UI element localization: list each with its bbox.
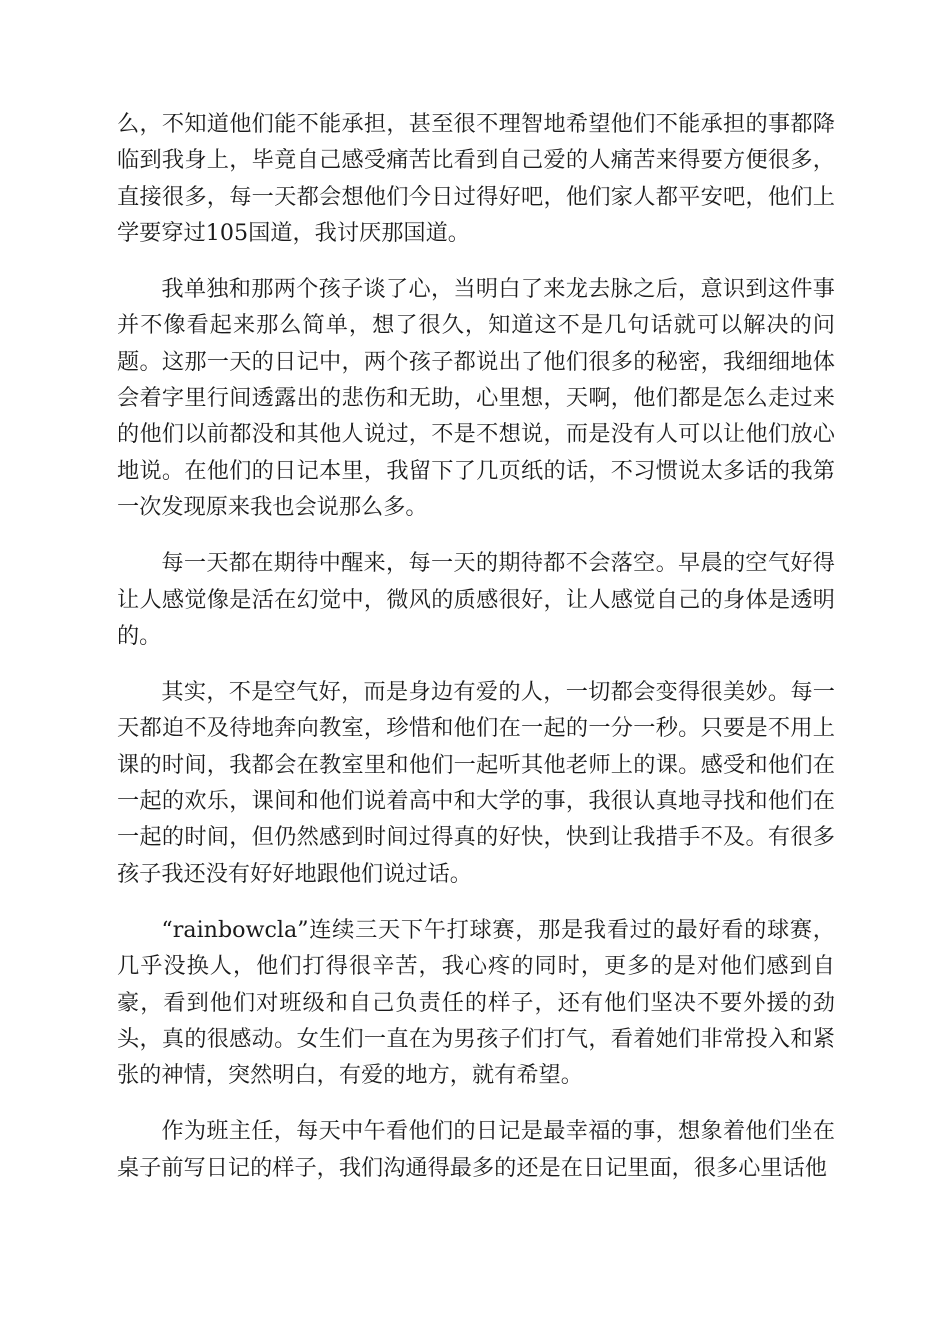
paragraph-3: 每一天都在期待中醒来，每一天的期待都不会落空。早晨的空气好得让人感觉像是活在幻觉中，微风的质感很好，让人感觉自己的身体是透明的。 xyxy=(117,550,835,649)
paragraph-2: 我单独和那两个孩子谈了心，当明白了来龙去脉之后，意识到这件事并不像看起来那么简单，想了很久，知道这不是几句话就可以解决的问题。这那一天的日记中，两个孩子都说出了他们很多的秘密，我细细地体会着字里行间透露出的悲伤和无助，心里想，天啊，他们都是怎么走过来的他们以前都没和其他人说过，不是不想说，而是没有人可以让他们放心地说。在他们的日记本里，我留下了几页纸的话，不习惯说太多话的我第一次发现原来我也会说那么多。 xyxy=(117,276,835,520)
paragraph-4: 其实，不是空气好，而是身边有爱的人，一切都会变得很美妙。每一天都迫不及待地奔向教室，珍惜和他们在一起的一分一秒。只要是不用上课的时间，我都会在教室里和他们一起听其他老师上的课。感受和他们在一起的欢乐，课间和他们说着高中和大学的事，我很认真地寻找和他们在一起的时间，但仍然感到时间过得真的好快，快到让我措手不及。有很多孩子我还没有好好地跟他们说过话。 xyxy=(117,679,835,887)
document-body xyxy=(117,106,835,1206)
paragraph-6: 作为班主任，每天中午看他们的日记是最幸福的事，想象着他们坐在桌子前写日记的样子，我们沟通得最多的还是在日记里面，很多心里话他 xyxy=(117,1118,835,1181)
paragraph-5: “rainbowcla”连续三天下午打球赛，那是我看过的最好看的球赛，几乎没换人，他们打得很辛苦，我心疼的同时，更多的是对他们感到自豪，看到他们对班级和自己负责任的样子，还有他们坚决不要外援的劲头，真的很感动。女生们一直在为男孩子们打气，看着她们非常投入和紧张的神情，突然明白，有爱的地方，就有希望。 xyxy=(117,916,835,1089)
paragraph-1: 么，不知道他们能不能承担，甚至很不理智地希望他们不能承担的事都降临到我身上，毕竟自己感受痛苦比看到自己爱的人痛苦来得要方便很多，直接很多，每一天都会想他们今日过得好吧，他们家人都平安吧，他们上学要穿过105国道，我讨厌那国道。 xyxy=(117,111,835,246)
